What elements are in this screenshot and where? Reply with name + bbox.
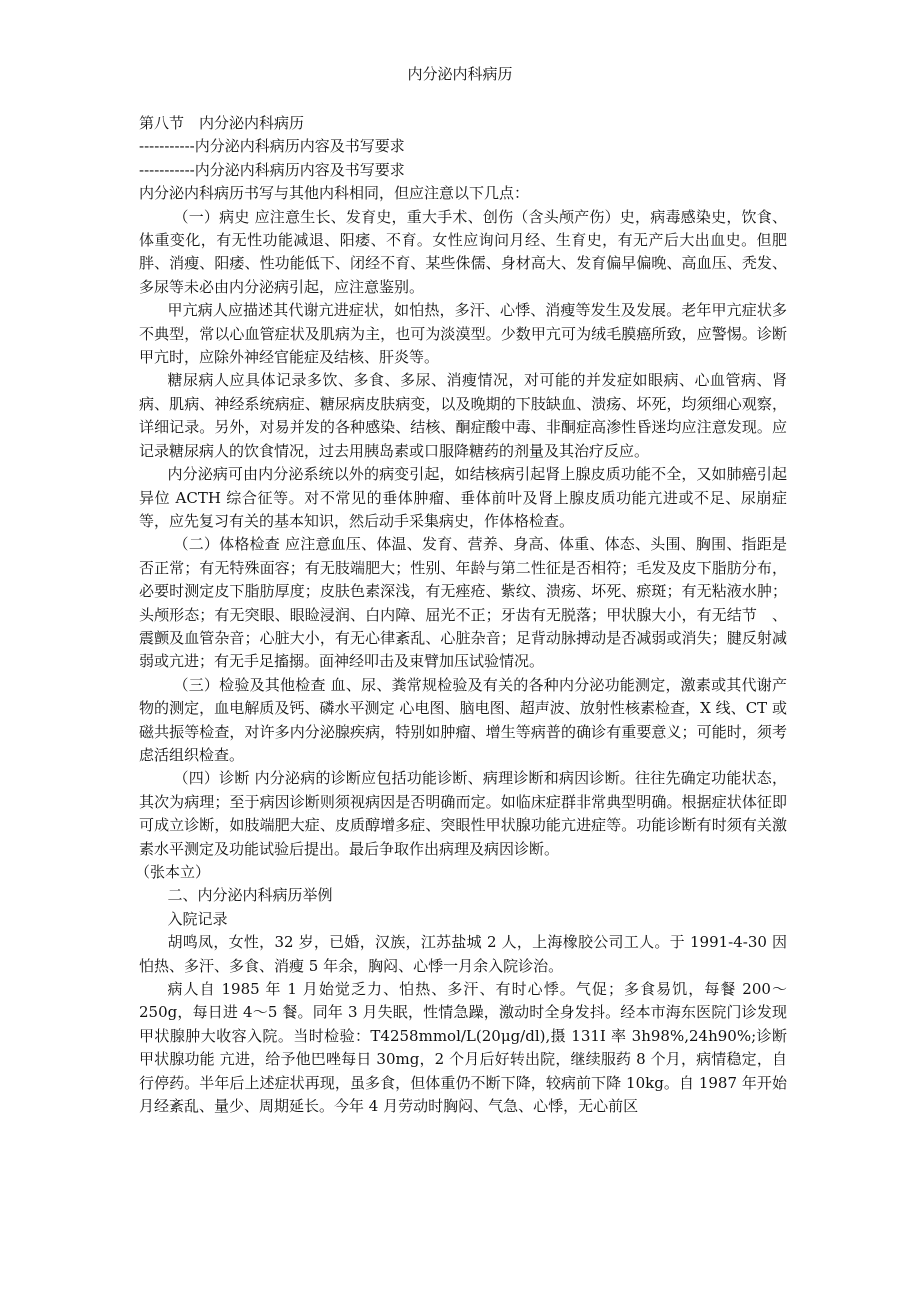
paragraph-other-causes: 内分泌病可由内分泌系统以外的病变引起，如结核病引起肾上腺皮质功能不全，又如肺癌引起异位 ACTH 综合征等。对不常见的垂体肿瘤、垂体前叶及肾上腺皮质功能亢进或不足、尿崩症等，应先复习有关的基本知识，然后动手采集病史，作体格检查。 (139, 465, 787, 530)
paragraph-diabetes: 糖尿病人应具体记录多饮、多食、多尿、消瘦情况，对可能的并发症如眼病、心血管病、肾病、肌病、神经系统病症、糖尿病皮肤病变，以及晚期的下肢缺血、溃疡、坏死，均须细心观察，详细记录。另外，对易并发的各种感染、结核、酮症酸中毒、非酮症高渗性昏迷均应注意发现。应记录糖尿病人的饮食情况，过去用胰岛素或口服降糖药的剂量及其治疗反应。 (139, 371, 787, 460)
paragraph-patient-info: 胡鸣凤，女性，32 岁，已婚，汉族，江苏盐城 2 人，上海橡胶公司工人。于 1991-4-30 因怕热、多汗、多食、消瘦 5 年余，胸闷、心悸一月余入院诊治。 (139, 933, 787, 975)
paragraph-physical-exam: （二）体格检查 应注意血压、体温、发育、营养、身高、体重、体态、头围、胸围、指距是否正常；有无特殊面容；有无肢端肥大；性别、年龄与第二性征是否相符；毛发及皮下脂肪分布，必要时测定皮下脂肪厚度；皮肤色素深浅，有无痤疮、紫纹、溃疡、坏死、瘀斑；有无粘液水肿；头颅形态；有无突眼、眼睑浸润、白内障、屈光不正；牙齿有无脱落；甲状腺大小，有无结节 、震颤及血管杂音；心脏大小，有无心律紊乱、心脏杂音；足背动脉搏动是否减弱或消失；腱反射减弱或亢进；有无手足搐搦。面神经叩击及束臂加压试验情况。 (139, 535, 787, 671)
paragraph-illness-course: 病人自 1985 年 1 月始觉乏力、怕热、多汗、有时心悸。气促；多食易饥，每餐 200～250g，每日进 4～5 餐。同年 3 月失眠，性情急躁，激动时全身发抖。经本市海东医院门诊发现甲状腺肿大收容入院。当时检验：T4258mmol/L(20μg/dl),摄 131I 率 3h98%,24h90%;诊断甲状腺功能 亢进，给予他巴唑每日 30mg，2 个月后好转出院，继续服药 8 个月，病情稳定，自行停药。半年后上述症状再现，虽多食，但体重仍不断下降，较病前下降 10kg。自 1987 年开始月经紊乱、量少、周期延长。今年 4 月劳动时胸闷、气急、心悸，无心前区 (139, 980, 787, 1116)
example-heading: 二、内分泌内科病历举例 (167, 886, 333, 905)
paragraph-tests: （三）检验及其他检查 血、尿、粪常规检验及有关的各种内分泌功能测定，激素或其代谢产物的测定，血电解质及钙、磷水平测定 心电图、脑电图、超声波、放射性核素检查，X 线、CT 或磁共振等检查，对许多内分泌腺疾病，特别如肿瘤、增生等病普的确诊有重要意义；可能时，须考虑活组织检查。 (139, 675, 787, 764)
admission-heading: 入院记录 (167, 909, 228, 928)
paragraph-hyperthyroid: 甲亢病人应描述其代谢亢进症状，如怕热，多汗、心悸、消瘦等发生及发展。老年甲亢症状多不典型，常以心血管症状及肌病为主，也可为淡漠型。少数甲亢可为绒毛膜癌所致，应警惕。诊断甲亢时，应除外神经官能症及结核、肝炎等。 (139, 301, 787, 367)
paragraph-history: （一）病史 应注意生长、发育史，重大手术、创伤（含头颅产伤）史，病毒感染史，饮食、体重变化，有无性功能减退、阳痿、不育。女性应询问月经、生育史，有无产后大出血史。但肥胖、消瘦、阳痿、性功能低下、闭经不育、某些侏儒、身材高大、发育偏早偏晚、高血压、秃发、多尿等未必由内分泌病引起，应注意鉴别。 (139, 207, 787, 296)
document-body (135, 112, 787, 1118)
section-heading: 第八节 内分泌内科病历 (139, 114, 305, 132)
intro-line: 内分泌内科病历书写与其他内科相同，但应注意以下几点： (139, 184, 530, 203)
paragraph-diagnosis: （四）诊断 内分泌病的诊断应包括功能诊断、病理诊断和病因诊断。往往先确定功能状态，其次为病理；至于病因诊断则须视病因是否明确而定。如临床症群非常典型明确。根据症状体征即可成立诊断，如肢端肥大症、皮质醇增多症、突眼性甲状腺功能亢进症等。功能诊断有时须有关激素水平测定及功能试验后提出。最后争取作出病理及病因诊断。 (139, 769, 787, 858)
subtitle-line: -----------内分泌内科病历内容及书写要求 (139, 137, 405, 156)
subtitle-line: -----------内分泌内科病历内容及书写要求 (139, 160, 405, 179)
author-note: （张本立） (135, 863, 211, 881)
page-title: 内分泌内科病历 (407, 65, 513, 83)
